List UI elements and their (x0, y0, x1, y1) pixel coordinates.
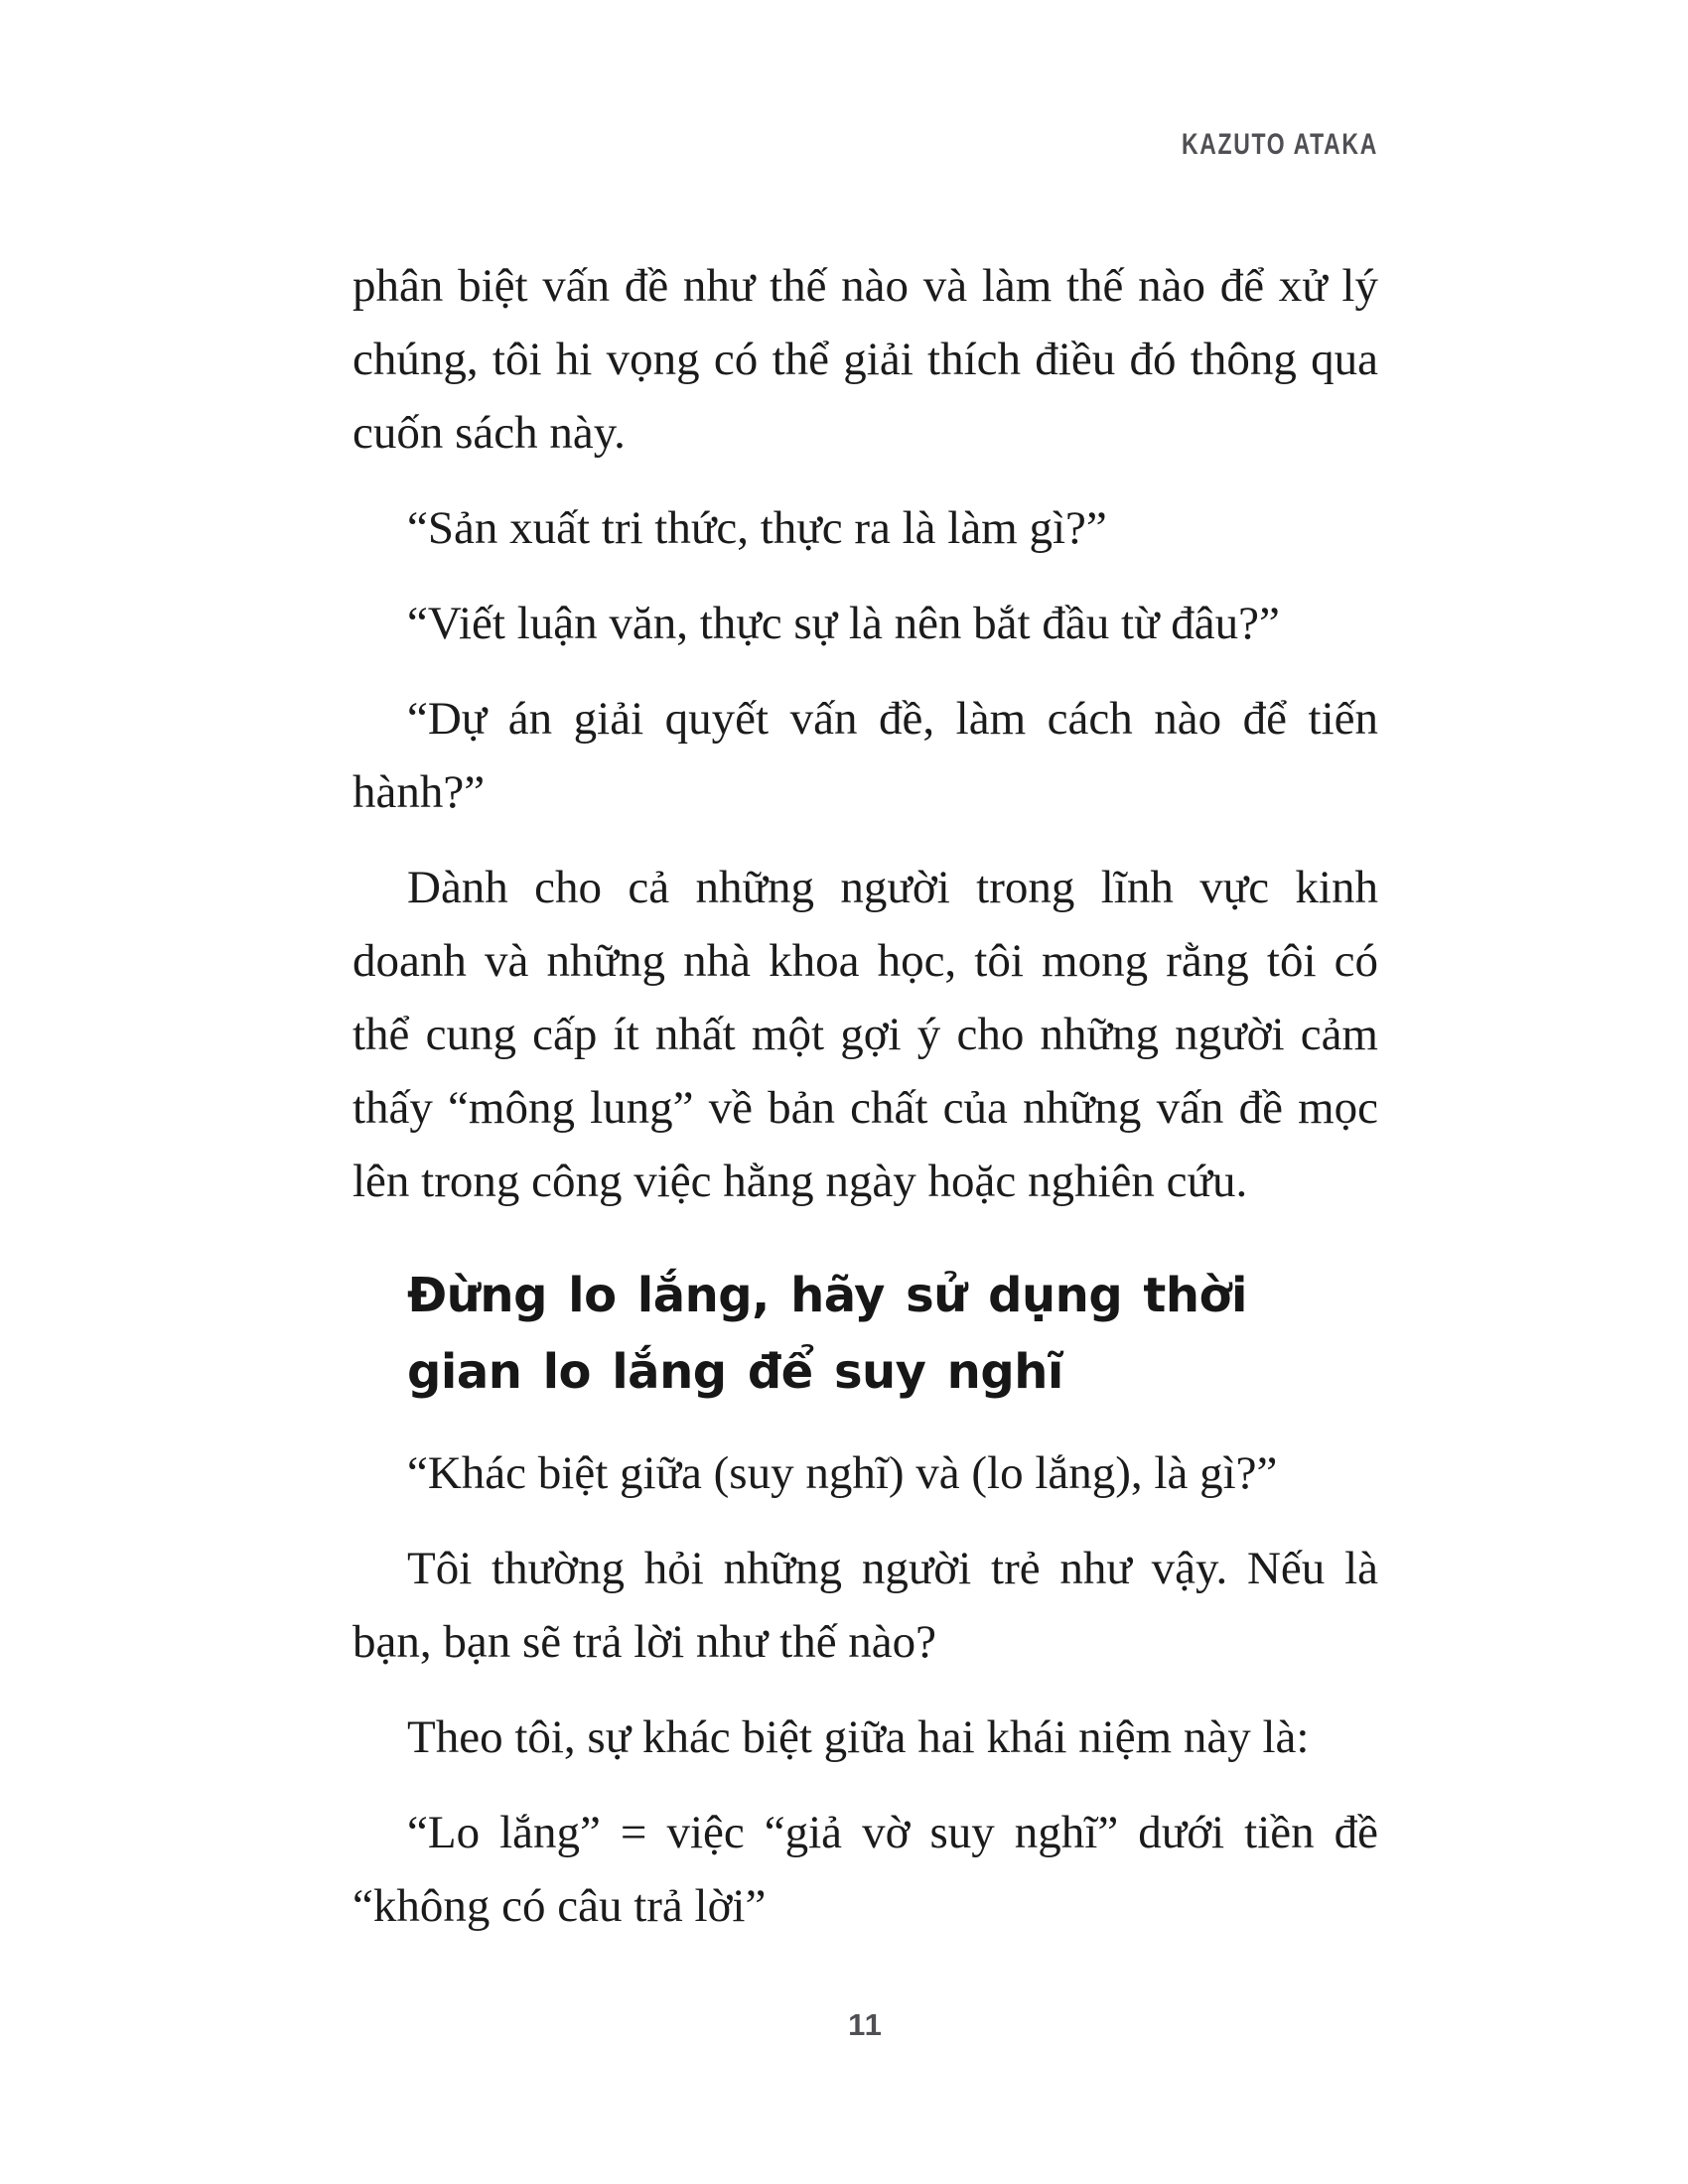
body-paragraph: Tôi thường hỏi những người trẻ như vậy. Nếu là bạn, bạn sẽ trả lời như thế nào? (352, 1543, 1378, 1668)
quote-paragraph: “Khác biệt giữa (suy nghĩ) và (lo lắng), là gì?” (407, 1447, 1278, 1499)
quote-paragraph: “Viết luận văn, thực sự là nên bắt đầu từ đâu?” (407, 598, 1280, 649)
running-header (352, 129, 1378, 160)
page-body-text (352, 249, 1378, 1965)
quote-paragraph: “Dự án giải quyết vấn đề, làm cách nào để tiến hành?” (352, 693, 1378, 818)
body-paragraph: “Lo lắng” = việc “giả vờ suy nghĩ” dưới tiền đề “không có câu trả lời” (352, 1807, 1378, 1932)
section-heading: Đừng lo lắng, hãy sử dụng thời gian lo lắng để suy nghĩ (407, 1268, 1247, 1400)
body-paragraph: Dành cho cả những người trong lĩnh vực kinh doanh và những nhà khoa học, tôi mong rằng tôi có thể cung cấp ít nhất một gợi ý cho những người cảm thấy “mông lung” về bản chất của những vấn đề mọc lên trong công việc hằng ngày hoặc nghiên cứu. (352, 862, 1378, 1207)
body-paragraph: Theo tôi, sự khác biệt giữa hai khái niệm này là: (407, 1711, 1310, 1763)
body-paragraph: phân biệt vấn đề như thế nào và làm thế nào để xử lý chúng, tôi hi vọng có thể giải thích điều đó thông qua cuốn sách này. (352, 260, 1378, 459)
running-header-text: KAZUTO ATAKA (1181, 127, 1378, 161)
page-number: 11 (848, 2007, 883, 2042)
quote-paragraph: “Sản xuất tri thức, thực ra là làm gì?” (407, 502, 1107, 554)
